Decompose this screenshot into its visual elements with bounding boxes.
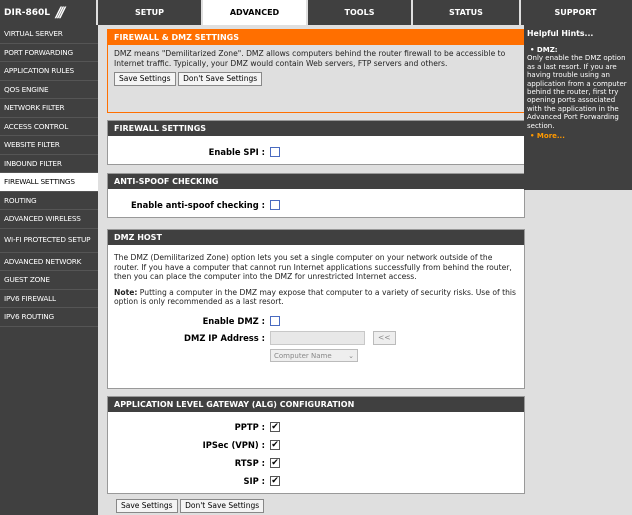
main-content bbox=[104, 25, 524, 515]
computer-name-value: Computer Name bbox=[274, 351, 332, 360]
dmz-note bbox=[108, 288, 524, 307]
intro-title: FIREWALL & DMZ SETTINGS bbox=[108, 30, 524, 45]
anti-spoof-label: Enable anti-spoof checking : bbox=[130, 200, 265, 210]
pptp-checkbox[interactable]: ✔ bbox=[271, 421, 279, 432]
hints-title: Helpful Hints... bbox=[527, 29, 594, 38]
anti-spoof-checkbox[interactable] bbox=[270, 200, 280, 210]
enable-dmz-label: Enable DMZ : bbox=[202, 315, 265, 326]
sidebar-item-access-control[interactable]: ACCESS CONTROL bbox=[0, 118, 98, 137]
sidebar-item-qos-engine[interactable]: QOS ENGINE bbox=[0, 81, 98, 100]
sidebar-item-advanced-network[interactable]: ADVANCED NETWORK bbox=[0, 253, 98, 272]
model-name: DIR-860L bbox=[4, 7, 51, 18]
sidebar-item-network-filter[interactable]: NETWORK FILTER bbox=[0, 99, 98, 118]
sidebar-item-guest-zone[interactable]: GUEST ZONE bbox=[0, 271, 98, 290]
sidebar-item-ipv6-firewall[interactable]: IPV6 FIREWALL bbox=[0, 290, 98, 309]
sidebar-item-ipv6-routing[interactable]: IPV6 ROUTING bbox=[0, 308, 98, 327]
dmz-ip-input[interactable] bbox=[270, 331, 365, 345]
tab-tools[interactable]: TOOLS bbox=[308, 0, 413, 25]
enable-spi-label: Enable SPI : bbox=[208, 147, 265, 157]
alg-title: APPLICATION LEVEL GATEWAY (ALG) CONFIGURATION bbox=[108, 397, 524, 412]
ipsec-checkbox[interactable]: ✔ bbox=[271, 439, 279, 450]
sidebar-item-firewall-settings[interactable]: FIREWALL SETTINGS bbox=[0, 173, 98, 192]
sidebar-item-website-filter[interactable]: WEBSITE FILTER bbox=[0, 136, 98, 155]
sidebar bbox=[0, 25, 101, 515]
dmz-host-panel bbox=[107, 229, 525, 389]
sip-label: SIP : bbox=[243, 476, 265, 486]
save-settings-button-bottom[interactable]: Save Settings bbox=[116, 499, 178, 513]
dmz-host-title: DMZ HOST bbox=[108, 230, 524, 245]
sidebar-item-virtual-server[interactable]: VIRTUAL SERVER bbox=[0, 25, 98, 44]
sidebar-item-application-rules[interactable]: APPLICATION RULES bbox=[0, 62, 98, 81]
rtsp-checkbox[interactable]: ✔ bbox=[271, 457, 279, 468]
dmz-note-text: Putting a computer in the DMZ may expose that computer to a variety of security risks. Use of this option is only recommended as a last resort. bbox=[114, 287, 516, 307]
rtsp-label: RTSP : bbox=[234, 458, 265, 468]
sidebar-item-wifi-protected-setup[interactable]: WI-FI PROTECTED SETUP bbox=[0, 229, 98, 253]
copy-computer-button[interactable]: << bbox=[373, 331, 396, 345]
intro-panel bbox=[107, 29, 525, 113]
enable-spi-checkbox[interactable] bbox=[270, 147, 280, 157]
hints-body: Only enable the DMZ option as a last resort. If you are having trouble using an application from a computer behind the router, first try opening ports associated with the application in the Advanced Port Forwarding section. bbox=[527, 54, 627, 130]
intro-buttons bbox=[108, 72, 524, 86]
sidebar-item-advanced-wireless[interactable]: ADVANCED WIRELESS bbox=[0, 210, 98, 229]
computer-name-select[interactable] bbox=[270, 349, 358, 362]
alg-panel bbox=[107, 396, 525, 494]
top-nav-bar bbox=[0, 0, 632, 25]
chevron-down-icon: ⌄ bbox=[348, 351, 354, 360]
helpful-hints-panel bbox=[524, 25, 632, 190]
hints-more-label: More... bbox=[536, 132, 565, 141]
dmz-description: The DMZ (Demilitarized Zone) option lets you set a single computer on your network outside of the router. If you have a computer that cannot run Internet applications successfully from behind the router, then you can place the computer into the DMZ for unrestricted Internet access. bbox=[114, 253, 512, 282]
tab-advanced[interactable]: ADVANCED bbox=[203, 0, 308, 25]
firewall-settings-title: FIREWALL SETTINGS bbox=[108, 121, 524, 136]
ipsec-label: IPSec (VPN) : bbox=[202, 440, 265, 450]
dont-save-settings-button-bottom[interactable]: Don't Save Settings bbox=[180, 499, 264, 513]
sip-checkbox[interactable]: ✔ bbox=[271, 475, 279, 486]
hints-more-link[interactable]: • More... bbox=[530, 132, 565, 141]
dont-save-settings-button[interactable]: Don't Save Settings bbox=[178, 72, 262, 86]
logo-slashes-icon: /// bbox=[56, 4, 63, 21]
tab-support[interactable]: SUPPORT bbox=[521, 0, 630, 25]
sidebar-item-port-forwarding[interactable]: PORT FORWARDING bbox=[0, 44, 98, 63]
tab-status[interactable]: STATUS bbox=[413, 0, 521, 25]
anti-spoof-panel bbox=[107, 173, 525, 218]
sidebar-item-inbound-filter[interactable]: INBOUND FILTER bbox=[0, 155, 98, 174]
firewall-settings-panel bbox=[107, 120, 525, 165]
anti-spoof-title: ANTI-SPOOF CHECKING bbox=[108, 174, 524, 189]
sidebar-item-routing[interactable]: ROUTING bbox=[0, 192, 98, 211]
hints-bullet-title: DMZ: bbox=[536, 46, 558, 54]
footer-buttons bbox=[116, 499, 264, 513]
model-logo bbox=[0, 0, 98, 25]
pptp-label: PPTP : bbox=[234, 422, 265, 432]
enable-dmz-checkbox[interactable] bbox=[270, 316, 280, 326]
dmz-note-label: Note: bbox=[114, 287, 138, 297]
hints-bullet: • DMZ: bbox=[530, 46, 558, 54]
save-settings-button[interactable]: Save Settings bbox=[114, 72, 176, 86]
intro-text: DMZ means "Demilitarized Zone". DMZ allows computers behind the router firewall to be accessible to Internet traffic. Typically, your DMZ would contain Web servers, FTP servers and others. bbox=[114, 49, 506, 68]
tab-setup[interactable]: SETUP bbox=[98, 0, 203, 25]
dmz-ip-label: DMZ IP Address : bbox=[184, 332, 265, 343]
